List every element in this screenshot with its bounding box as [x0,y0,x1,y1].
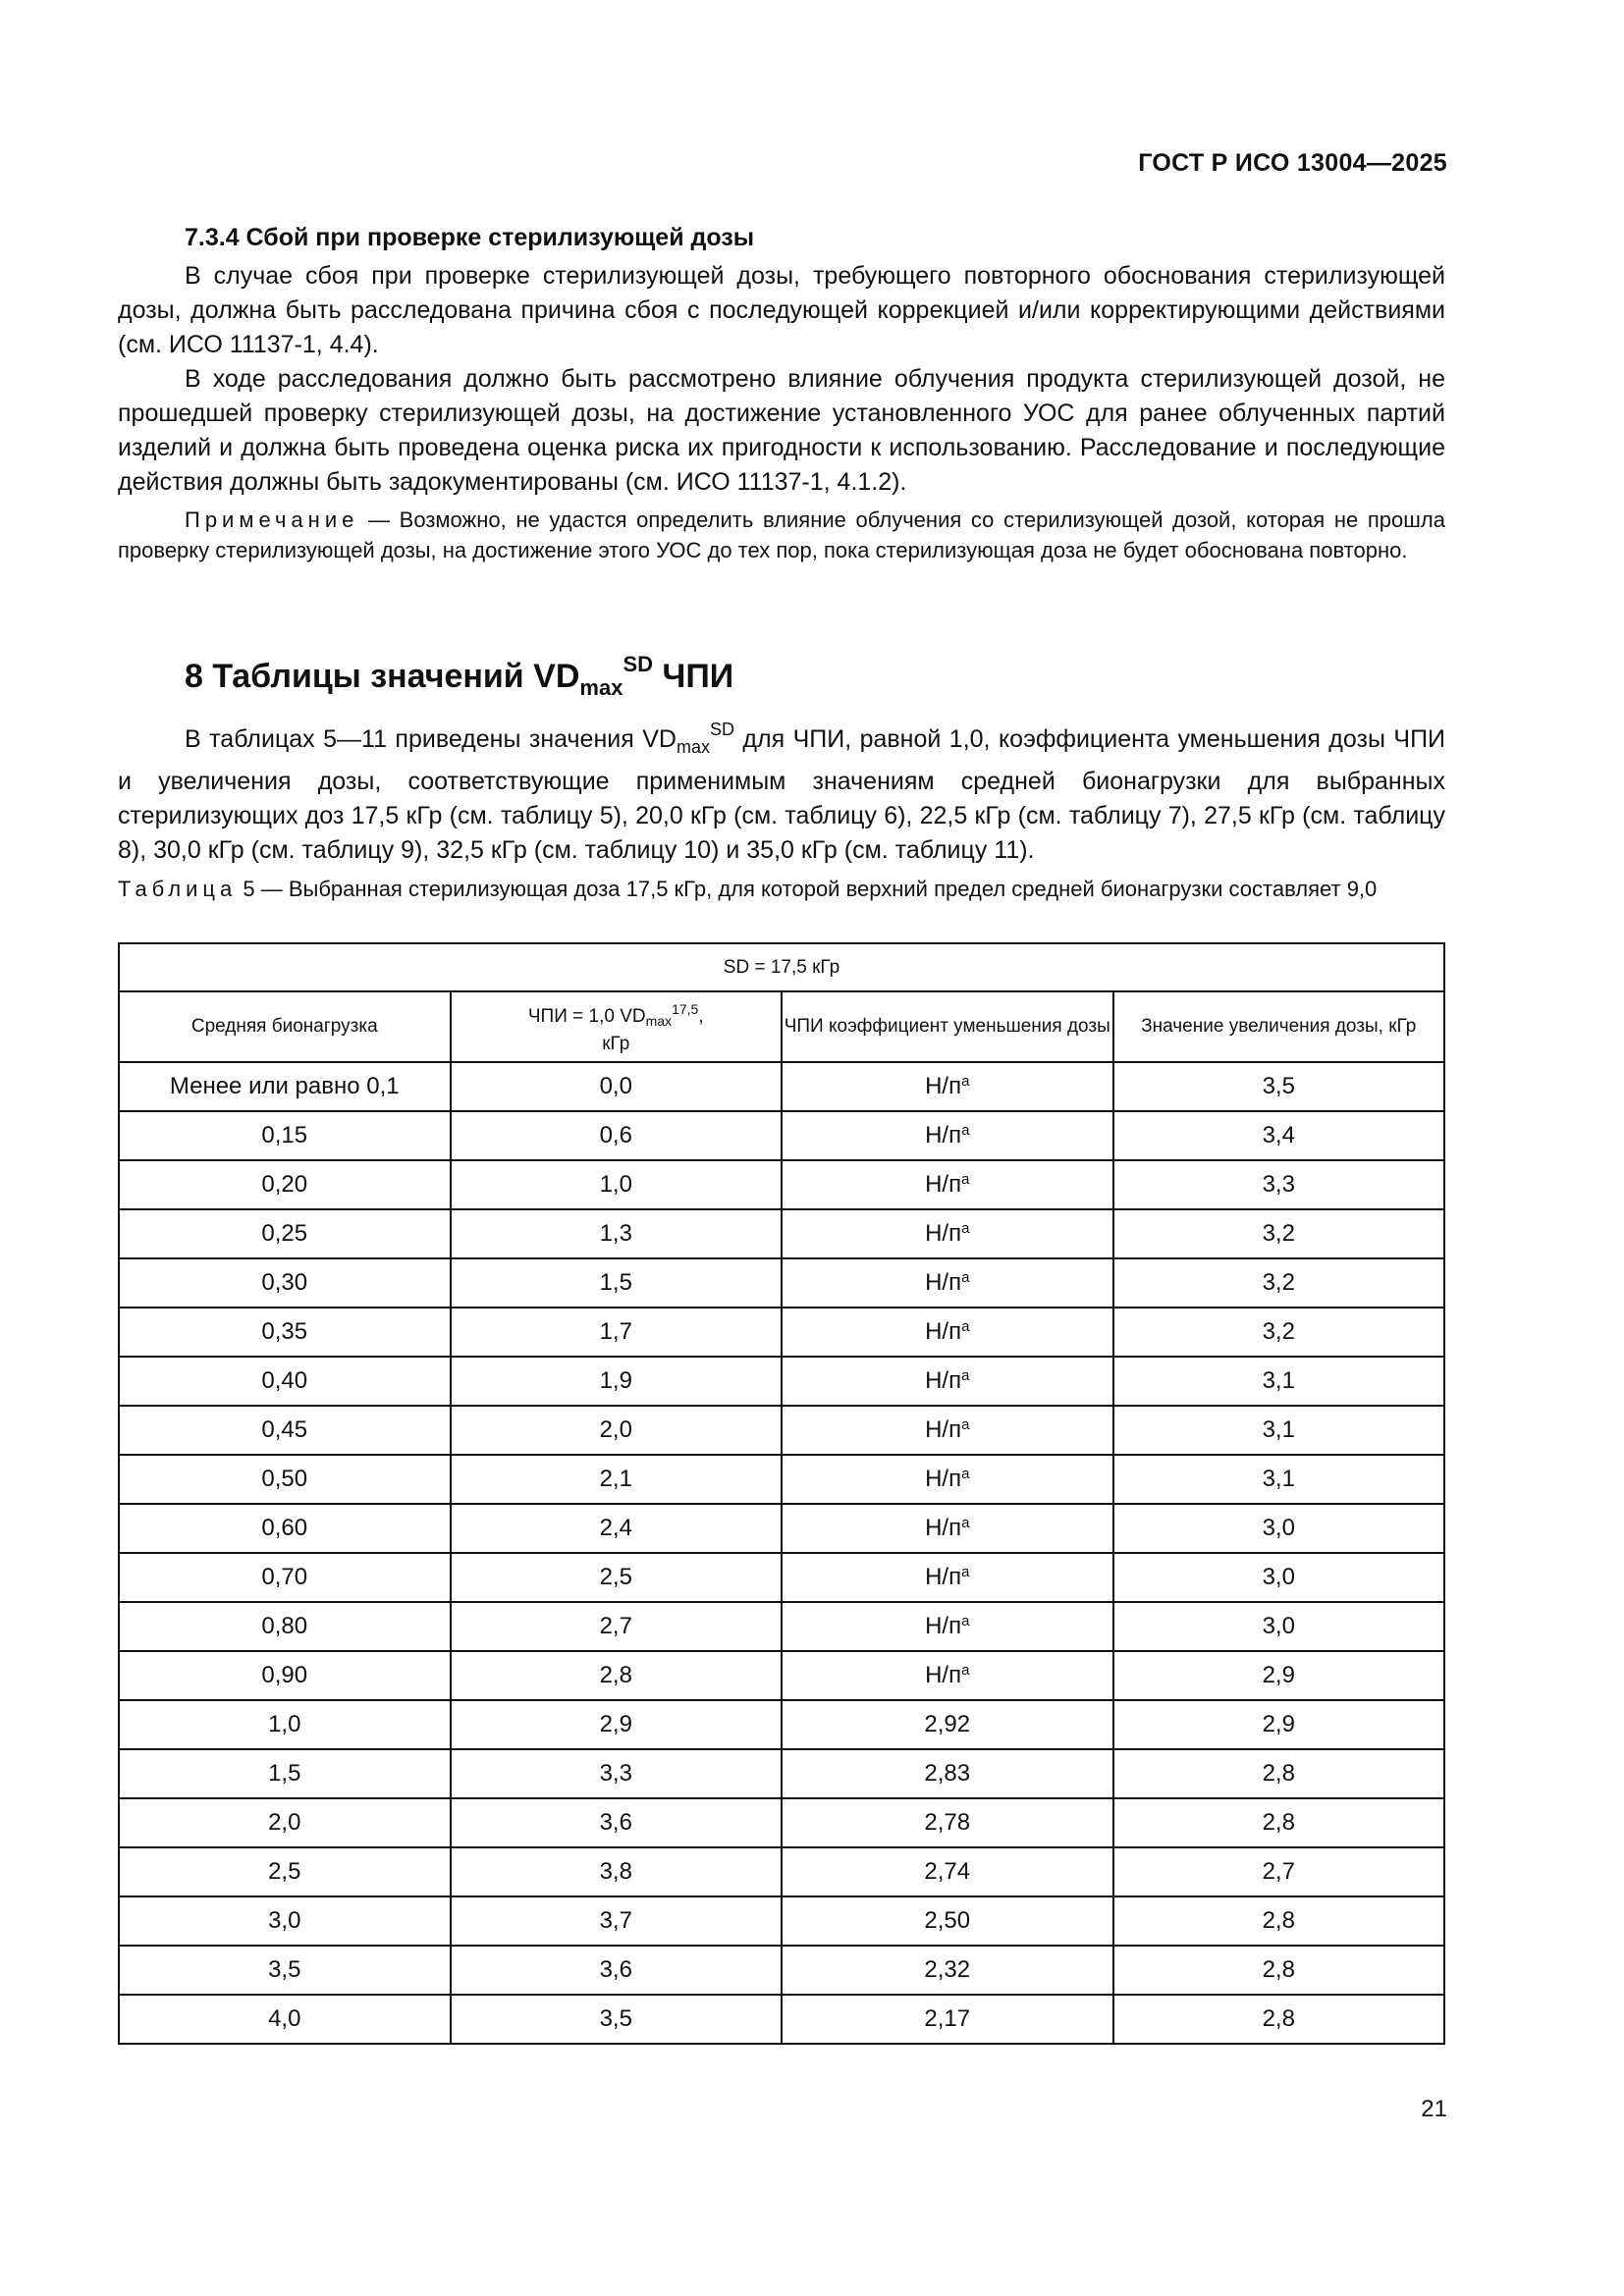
cell-bioburden: 0,60 [119,1504,451,1553]
cell-vdmax: 2,1 [451,1455,783,1504]
cell-vdmax: 2,9 [451,1700,783,1749]
cell-vdmax: 3,5 [451,1995,783,2044]
cell-reduction-factor: 2,32 [782,1946,1113,1995]
table-row [119,1946,1444,1995]
cell-bioburden: 0,15 [119,1111,451,1160]
section-8-intro: В таблицах 5—11 приведены значения $VD_{max}^{SD}$ для ЧПИ, равной 1,0, коэффициента уменьшения дозы ЧПИ и увеличения дозы, соответствующие применимым значениям средней бионагрузки для выбранных стерилизующих доз 17,5 кГр (см. таблицу 5), 20,0 кГр (см. таблицу 6), 22,5 кГр (см. таблицу 7), 27,5 кГр (см. таблицу 8), 30,0 кГр (см. таблицу 9), 32,5 кГр (см. таблицу 10) и 35,0 кГр (см. таблицу 11). [118,720,1446,864]
table-row [119,1504,1444,1553]
cell-dose-increment: 3,1 [1113,1357,1445,1406]
table-caption-text: 5 — Выбранная стерилизующая доза 17,5 кГр, для которой верхний предел средней бионагрузки составляет 9,0 [237,877,1378,901]
cell-vdmax: 1,7 [451,1308,783,1357]
cell-bioburden: 3,5 [119,1946,451,1995]
cell-vdmax: 3,6 [451,1798,783,1847]
table-row [119,1308,1444,1357]
cell-vdmax: 2,0 [451,1406,783,1455]
cell-reduction-factor: 2,83 [782,1749,1113,1798]
cell-dose-increment: 3,0 [1113,1602,1445,1651]
column-header-bioburden: Средняя бионагрузка [119,991,451,1062]
cell-vdmax: 1,5 [451,1258,783,1308]
table-row [119,1847,1444,1896]
cell-bioburden: 2,5 [119,1847,451,1896]
note [118,505,1445,565]
cell-vdmax: 2,4 [451,1504,783,1553]
cell-bioburden: 1,0 [119,1700,451,1749]
table-row [119,1062,1444,1111]
column-header-vdmax: ЧПИ = 1,0 $VD_{max}^{17,5}$, кГр [451,991,783,1062]
table-row [119,1995,1444,2044]
cell-reduction-factor: $Н/п^a$ [782,1602,1113,1651]
table-row [119,1258,1444,1308]
cell-bioburden: 3,0 [119,1896,451,1946]
cell-vdmax: 1,0 [451,1160,783,1209]
column-header-dose-increment: Значение увеличения дозы, кГр [1113,991,1445,1062]
table-5 [118,942,1445,2045]
document-header: ГОСТ Р ИСО 13004—2025 [1138,149,1447,177]
table-row [119,1798,1444,1847]
cell-vdmax: 3,7 [451,1896,783,1946]
cell-vdmax: 0,6 [451,1111,783,1160]
cell-bioburden: 0,25 [119,1209,451,1258]
cell-dose-increment: 2,8 [1113,1995,1445,2044]
paragraph-2: В ходе расследования должно быть рассмотрено влияние облучения продукта стерилизующей дозой, не прошедшей проверку стерилизующей дозы, на достижение установленного УОС для ранее облученных партий изделий и должна быть проведена оценка риска их пригодности к использованию. Расследование и последующие действия должны быть задокументированы (см. ИСО 11137-1, 4.1.2). [118,365,1445,496]
cell-reduction-factor: $Н/п^a$ [782,1553,1113,1602]
cell-dose-increment: 3,0 [1113,1504,1445,1553]
table-row [119,1700,1444,1749]
cell-vdmax: 1,9 [451,1357,783,1406]
cell-reduction-factor: $Н/п^a$ [782,1160,1113,1209]
cell-dose-increment: 3,4 [1113,1111,1445,1160]
cell-dose-increment: 2,8 [1113,1946,1445,1995]
cell-vdmax: 3,3 [451,1749,783,1798]
cell-reduction-factor: $Н/п^a$ [782,1209,1113,1258]
cell-bioburden: 0,80 [119,1602,451,1651]
table-row [119,1455,1444,1504]
cell-reduction-factor: 2,78 [782,1798,1113,1847]
section-7-3-4-title: 7.3.4 Сбой при проверке стерилизующей дозы [185,224,755,251]
table-row [119,1602,1444,1651]
cell-bioburden: 1,5 [119,1749,451,1798]
cell-bioburden: 2,0 [119,1798,451,1847]
cell-vdmax: 0,0 [451,1062,783,1111]
cell-dose-increment: 2,9 [1113,1651,1445,1700]
section-8-title: 8 Таблицы значений $VD_{max}^{SD}$ ЧПИ [185,652,734,700]
table-5-caption [118,874,1445,904]
cell-dose-increment: 3,2 [1113,1209,1445,1258]
cell-reduction-factor: $Н/п^a$ [782,1062,1113,1111]
table-row [119,1896,1444,1946]
cell-dose-increment: 3,2 [1113,1258,1445,1308]
cell-bioburden: 0,45 [119,1406,451,1455]
cell-vdmax: 2,5 [451,1553,783,1602]
cell-dose-increment: 3,1 [1113,1406,1445,1455]
cell-bioburden: 0,70 [119,1553,451,1602]
cell-dose-increment: 3,3 [1113,1160,1445,1209]
table-row [119,1651,1444,1700]
cell-dose-increment: 3,5 [1113,1062,1445,1111]
cell-dose-increment: 3,2 [1113,1308,1445,1357]
table-row [119,1160,1444,1209]
table-row [119,1749,1444,1798]
cell-bioburden: 0,90 [119,1651,451,1700]
cell-reduction-factor: $Н/п^a$ [782,1504,1113,1553]
cell-bioburden: 0,50 [119,1455,451,1504]
cell-reduction-factor: $Н/п^a$ [782,1357,1113,1406]
cell-reduction-factor: 2,74 [782,1847,1113,1896]
section-8-body [118,713,1445,868]
cell-dose-increment: 2,8 [1113,1798,1445,1847]
cell-dose-increment: 2,7 [1113,1847,1445,1896]
section-7-3-4-body [118,259,1445,500]
table-row [119,1406,1444,1455]
sd-header: SD = 17,5 кГр [119,943,1444,991]
cell-reduction-factor: $Н/п^a$ [782,1455,1113,1504]
cell-reduction-factor: $Н/п^a$ [782,1111,1113,1160]
cell-reduction-factor: $Н/п^a$ [782,1258,1113,1308]
cell-dose-increment: 2,9 [1113,1700,1445,1749]
cell-bioburden: 0,35 [119,1308,451,1357]
cell-vdmax: 3,8 [451,1847,783,1896]
cell-vdmax: 3,6 [451,1946,783,1995]
table-row [119,1357,1444,1406]
cell-vdmax: 2,8 [451,1651,783,1700]
cell-dose-increment: 3,1 [1113,1455,1445,1504]
cell-bioburden: 0,40 [119,1357,451,1406]
page-number: 21 [1421,2096,1447,2122]
cell-reduction-factor: $Н/п^a$ [782,1406,1113,1455]
cell-reduction-factor: $Н/п^a$ [782,1651,1113,1700]
column-header-reduction-factor: ЧПИ коэффициент уменьшения дозы [782,991,1113,1062]
note-label: Примечание [185,507,359,532]
paragraph-1: В случае сбоя при проверке стерилизующей дозы, требующего повторного обоснования стерилизующей дозы, должна быть расследована причина сбоя с последующей коррекцией и/или корректирующими действиями (см. ИСО 11137-1, 4.4). [118,262,1445,358]
cell-reduction-factor: 2,50 [782,1896,1113,1946]
table-caption-label: Таблица [118,877,238,901]
cell-dose-increment: 2,8 [1113,1749,1445,1798]
cell-reduction-factor: 2,17 [782,1995,1113,2044]
table-row [119,1553,1444,1602]
cell-dose-increment: 3,0 [1113,1553,1445,1602]
note-text: — Возможно, не удастся определить влияние облучения со стерилизующей дозой, которая не прошла проверку стерилизующей дозы, на достижение этого УОС до тех пор, пока стерилизующая доза не будет обоснована повторно. [118,507,1445,562]
cell-vdmax: 1,3 [451,1209,783,1258]
cell-bioburden: Менее или равно 0,1 [119,1062,451,1111]
cell-dose-increment: 2,8 [1113,1896,1445,1946]
cell-reduction-factor: $Н/п^a$ [782,1308,1113,1357]
cell-bioburden: 0,20 [119,1160,451,1209]
cell-reduction-factor: 2,92 [782,1700,1113,1749]
cell-bioburden: 4,0 [119,1995,451,2044]
table-row [119,1209,1444,1258]
table-row [119,1111,1444,1160]
cell-vdmax: 2,7 [451,1602,783,1651]
cell-bioburden: 0,30 [119,1258,451,1308]
